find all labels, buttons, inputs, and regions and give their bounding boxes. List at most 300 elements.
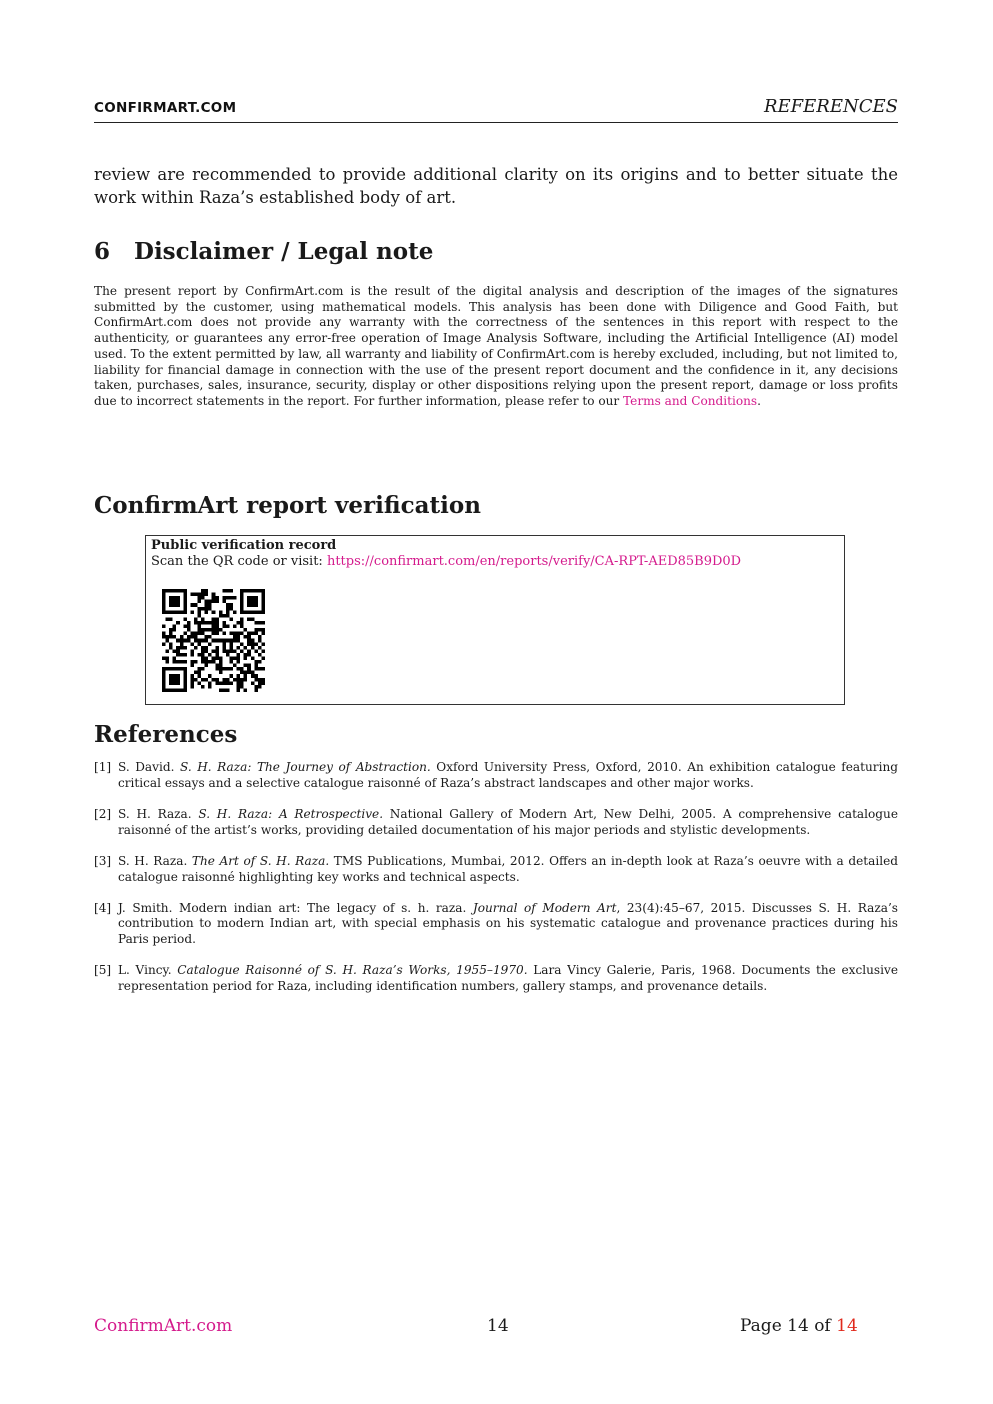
reference-details: , 23(4):45–67, 2015. Discusses S. H. Raza’s contribution to modern Indian art, with special emphasis on his systematic catalogue and provenance practices during his Paris period. [118, 900, 898, 947]
reference-label: [4] [94, 900, 112, 915]
qr-module [173, 667, 177, 671]
qr-module [201, 607, 205, 611]
qr-module [183, 674, 187, 678]
qr-module [261, 656, 265, 660]
qr-module [244, 678, 248, 682]
qr-module [169, 589, 173, 593]
qr-module [258, 678, 262, 682]
qr-module [173, 589, 177, 593]
qr-module [173, 635, 177, 639]
qr-module [173, 596, 177, 600]
qr-module [261, 621, 265, 625]
qr-module [237, 660, 241, 664]
qr-module [215, 681, 219, 685]
footer-site-link[interactable]: ConfirmArt.com [94, 1316, 233, 1336]
qr-module [247, 639, 251, 643]
qr-module [247, 653, 251, 657]
qr-module [251, 603, 255, 607]
qr-module [205, 607, 209, 611]
qr-module [162, 685, 166, 689]
qr-module [258, 635, 262, 639]
qr-module [162, 681, 166, 685]
qr-module [176, 610, 180, 614]
qr-module [229, 603, 233, 607]
reference-item [94, 901, 898, 948]
qr-module [190, 632, 194, 636]
qr-module [215, 617, 219, 621]
intro-paragraph: review are recommended to provide additional clarity on its origins and to better situate the work within Raza’s established body of art. [94, 165, 898, 207]
qr-module [240, 617, 244, 621]
qr-module [183, 685, 187, 689]
qr-module [198, 596, 202, 600]
qr-module [190, 642, 194, 646]
reference-label: [1] [94, 760, 112, 774]
qr-module [222, 632, 226, 636]
qr-module [212, 632, 216, 636]
reference-details: Lara Vincy Galerie, Paris, 1968. Documents the exclusive representation period for Raza, including identification numbers, gallery stamps, and provenance details. [118, 963, 898, 994]
qr-module [222, 589, 226, 593]
qr-module [205, 635, 209, 639]
qr-module [233, 632, 237, 636]
qr-module [261, 681, 265, 685]
qr-module [208, 628, 212, 632]
qr-module [173, 628, 177, 632]
qr-module [198, 628, 202, 632]
qr-module [198, 632, 202, 636]
qr-module [222, 625, 226, 629]
qr-module [244, 589, 248, 593]
qr-module [201, 653, 205, 657]
qr-module [183, 596, 187, 600]
qr-module [162, 607, 166, 611]
qr-module [219, 667, 223, 671]
qr-module [258, 646, 262, 650]
qr-module [169, 674, 173, 678]
qr-module [212, 610, 216, 614]
qr-module [190, 593, 194, 597]
qr-module [176, 600, 180, 604]
qr-module [222, 596, 226, 600]
qr-module [261, 628, 265, 632]
qr-module [169, 628, 173, 632]
qr-module [229, 589, 233, 593]
qr-module [247, 617, 251, 621]
qr-module [201, 646, 205, 650]
qr-module [173, 610, 177, 614]
qr-module [215, 596, 219, 600]
qr-module [247, 610, 251, 614]
qr-module [247, 635, 251, 639]
qr-module [229, 660, 233, 664]
qr-module [208, 642, 212, 646]
qr-module [194, 621, 198, 625]
qr-module [254, 649, 258, 653]
qr-module [226, 625, 230, 629]
qr-module [162, 593, 166, 597]
qr-module [237, 653, 241, 657]
qr-module [240, 603, 244, 607]
qr-module [205, 639, 209, 643]
qr-module [201, 593, 205, 597]
qr-module [198, 653, 202, 657]
qr-module [258, 685, 262, 689]
qr-module [229, 646, 233, 650]
qr-module [180, 642, 184, 646]
qr-module [244, 674, 248, 678]
qr-module [247, 632, 251, 636]
qr-module [183, 653, 187, 657]
qr-module [208, 607, 212, 611]
qr-module [190, 635, 194, 639]
qr-module [251, 600, 255, 604]
qr-module [180, 688, 184, 692]
qr-module [162, 610, 166, 614]
qr-module [201, 628, 205, 632]
qr-module [180, 639, 184, 643]
qr-module [226, 614, 230, 618]
qr-module [205, 600, 209, 604]
qr-module [205, 593, 209, 597]
terms-and-conditions-link[interactable]: Terms and Conditions [623, 393, 758, 408]
qr-module [176, 621, 180, 625]
qr-module [166, 639, 170, 643]
qr-module [233, 649, 237, 653]
confirmart-logo: CONFIRMART.COM [94, 100, 237, 116]
qr-module [176, 646, 180, 650]
qr-module [215, 656, 219, 660]
qr-module [244, 610, 248, 614]
scan-text: Scan the QR code or visit: [151, 554, 327, 569]
qr-module [212, 596, 216, 600]
qr-module [251, 589, 255, 593]
qr-module [173, 656, 177, 660]
qr-module [229, 667, 233, 671]
qr-module [194, 635, 198, 639]
qr-module [212, 625, 216, 629]
qr-module [198, 639, 202, 643]
reference-title: Journal of Modern Art [472, 900, 617, 915]
qr-module [251, 671, 255, 675]
qr-module [226, 639, 230, 643]
section-number: 6 [94, 238, 111, 265]
qr-module [176, 639, 180, 643]
qr-module [183, 600, 187, 604]
qr-module [219, 688, 223, 692]
reference-author: S. David. [118, 760, 180, 774]
qr-module [247, 664, 251, 668]
qr-module [212, 617, 216, 621]
qr-module [187, 635, 191, 639]
qr-module [194, 660, 198, 664]
qr-module [251, 639, 255, 643]
qr-module [162, 656, 166, 660]
qr-module [183, 639, 187, 643]
qr-module [226, 610, 230, 614]
qr-module [183, 617, 187, 621]
qr-module [176, 667, 180, 671]
qr-module [180, 667, 184, 671]
qr-module [183, 667, 187, 671]
qr-module [183, 607, 187, 611]
qr-module [198, 607, 202, 611]
qr-module [198, 600, 202, 604]
qr-module [237, 667, 241, 671]
qr-module [169, 632, 173, 636]
qr-module [215, 600, 219, 604]
qr-module [258, 653, 262, 657]
qr-module [261, 610, 265, 614]
qr-module [237, 646, 241, 650]
reference-title: S. H. Raza: A Retrospective. [198, 806, 384, 821]
qr-module [226, 589, 230, 593]
references-list [94, 760, 898, 1010]
qr-module [261, 600, 265, 604]
qr-module [258, 628, 262, 632]
qr-module [173, 603, 177, 607]
qr-module [226, 596, 230, 600]
qr-module [261, 589, 265, 593]
qr-module [183, 625, 187, 629]
qr-module [198, 593, 202, 597]
qr-module [240, 607, 244, 611]
reference-title: S. H. Raza: The Journey of Abstraction. [179, 760, 431, 774]
qr-module [215, 628, 219, 632]
qr-module [190, 649, 194, 653]
qr-module [229, 649, 233, 653]
qr-module [254, 685, 258, 689]
qr-module [233, 639, 237, 643]
qr-module [237, 656, 241, 660]
qr-module [183, 589, 187, 593]
qr-module [237, 678, 241, 682]
qr-module [222, 600, 226, 604]
footer-page-total: 14 [836, 1316, 858, 1336]
qr-module [215, 639, 219, 643]
qr-module [194, 617, 198, 621]
qr-module [169, 681, 173, 685]
qr-module [166, 610, 170, 614]
qr-module [208, 653, 212, 657]
qr-module [183, 681, 187, 685]
qr-module [251, 617, 255, 621]
qr-module [166, 589, 170, 593]
qr-module [244, 656, 248, 660]
reference-item [94, 854, 898, 885]
qr-module [258, 667, 262, 671]
reference-author: L. Vincy. [118, 963, 178, 978]
qr-module [190, 678, 194, 682]
qr-module [201, 596, 205, 600]
qr-module [254, 678, 258, 682]
qr-module [229, 632, 233, 636]
qr-module [229, 642, 233, 646]
page-header [94, 96, 898, 123]
qr-module [233, 635, 237, 639]
qr-code-icon[interactable] [162, 589, 265, 692]
verification-heading: ConfirmArt report verification [94, 492, 481, 519]
qr-module [190, 653, 194, 657]
qr-module [254, 610, 258, 614]
qr-module [261, 678, 265, 682]
verification-box [145, 535, 845, 705]
qr-module [240, 667, 244, 671]
qr-module [180, 646, 184, 650]
qr-module [219, 628, 223, 632]
qr-module [180, 589, 184, 593]
qr-module [201, 632, 205, 636]
qr-module [205, 603, 209, 607]
reference-details: Oxford University Press, Oxford, 2010. An exhibition catalogue featuring critical essays and a selective catalogue raisonné of Raza’s abstract landscapes and other major works. [118, 760, 898, 790]
qr-module [222, 688, 226, 692]
qr-module [205, 589, 209, 593]
reference-item [94, 760, 898, 791]
qr-module [240, 685, 244, 689]
qr-module [258, 681, 262, 685]
qr-module [222, 667, 226, 671]
qr-module [247, 596, 251, 600]
qr-module [222, 681, 226, 685]
references-heading: References [94, 721, 238, 748]
qr-module [183, 610, 187, 614]
verification-box-title: Public verification record [151, 538, 337, 553]
qr-module [258, 660, 262, 664]
qr-module [237, 635, 241, 639]
qr-module [162, 642, 166, 646]
qr-module [198, 642, 202, 646]
qr-module [240, 621, 244, 625]
qr-module [226, 678, 230, 682]
qr-module [219, 656, 223, 660]
qr-module [169, 610, 173, 614]
qr-module [212, 600, 216, 604]
qr-module [198, 667, 202, 671]
qr-module [237, 674, 241, 678]
qr-module [261, 632, 265, 636]
qr-module [176, 660, 180, 664]
qr-module [261, 642, 265, 646]
qr-module [173, 681, 177, 685]
qr-module [205, 610, 209, 614]
running-title: REFERENCES [763, 96, 898, 117]
qr-module [215, 625, 219, 629]
reference-label: [3] [94, 853, 112, 868]
qr-module [183, 678, 187, 682]
qr-module [215, 632, 219, 636]
qr-module [254, 621, 258, 625]
section-title: Disclaimer / Legal note [134, 238, 434, 265]
qr-module [180, 653, 184, 657]
qr-module [208, 674, 212, 678]
qr-module [240, 632, 244, 636]
qr-module [162, 671, 166, 675]
qr-module [169, 635, 173, 639]
qr-module [254, 667, 258, 671]
qr-module [205, 678, 209, 682]
qr-module [215, 621, 219, 625]
qr-module [212, 628, 216, 632]
qr-module [169, 617, 173, 621]
qr-module [162, 667, 166, 671]
qr-module [229, 656, 233, 660]
qr-module [205, 660, 209, 664]
qr-module [229, 674, 233, 678]
qr-module [173, 600, 177, 604]
disclaimer-body: The present report by ConfirmArt.com is the result of the digital analysis and description of the images of the signatures submitted by the customer, using mathematical models. This analysis has been done with Diligence and Good Faith, but ConfirmArt.com does not provide any warranty with the correctness of the sentences in this report with respect to the authenticity, or guarantees any error-free operation of Image Analysis Software, including the Artificial Intelligence (AI) model used. To the extent permitted by law, all warranty and liability of ConfirmArt.com is hereby excluded, including, but not limited to, liability for financial damage in connection with the use of the present report document and the confidence in it, any decisions taken, purchases, sales, insurance, security, display or other dispositions relying upon the present report, damage or loss profits due to incorrect statements in the report. For further information, please refer to our [94, 284, 898, 408]
qr-module [198, 674, 202, 678]
qr-module [215, 649, 219, 653]
qr-module [162, 632, 166, 636]
qr-module [247, 589, 251, 593]
qr-module [237, 621, 241, 625]
qr-module [244, 628, 248, 632]
qr-module [166, 635, 170, 639]
qr-module [226, 603, 230, 607]
qr-module [162, 635, 166, 639]
qr-module [222, 614, 226, 618]
qr-module [251, 632, 255, 636]
qr-module [240, 600, 244, 604]
qr-module [201, 678, 205, 682]
qr-module [240, 642, 244, 646]
disclaimer-text [94, 284, 898, 410]
qr-module [176, 678, 180, 682]
qr-module [251, 596, 255, 600]
qr-module [254, 589, 258, 593]
verification-url-link[interactable]: https://confirmart.com/en/reports/verify/CA-RPT-AED85B9D0D [326, 554, 742, 569]
qr-module [237, 681, 241, 685]
qr-module [233, 596, 237, 600]
qr-module [162, 603, 166, 607]
qr-module [254, 664, 258, 668]
qr-module [176, 603, 180, 607]
qr-module [166, 617, 170, 621]
qr-module [229, 617, 233, 621]
qr-module [258, 639, 262, 643]
reference-author: S. H. Raza. [118, 806, 199, 821]
qr-module [240, 671, 244, 675]
qr-module [219, 610, 223, 614]
qr-module [208, 621, 212, 625]
qr-module [187, 625, 191, 629]
qr-module [212, 678, 216, 682]
qr-module [169, 642, 173, 646]
qr-module [176, 653, 180, 657]
qr-module [254, 603, 258, 607]
qr-module [247, 603, 251, 607]
qr-module [208, 600, 212, 604]
qr-module [212, 660, 216, 664]
qr-module [173, 660, 177, 664]
qr-module [258, 610, 262, 614]
qr-module [226, 653, 230, 657]
qr-module [233, 664, 237, 668]
qr-module [194, 593, 198, 597]
qr-module [194, 671, 198, 675]
qr-module [169, 688, 173, 692]
qr-module [219, 614, 223, 618]
qr-module [261, 667, 265, 671]
qr-module [183, 688, 187, 692]
qr-module [194, 646, 198, 650]
qr-module [237, 632, 241, 636]
qr-module [180, 635, 184, 639]
qr-module [240, 593, 244, 597]
qr-module [215, 664, 219, 668]
qr-module [183, 632, 187, 636]
qr-module [247, 671, 251, 675]
qr-module [190, 685, 194, 689]
qr-module [244, 635, 248, 639]
